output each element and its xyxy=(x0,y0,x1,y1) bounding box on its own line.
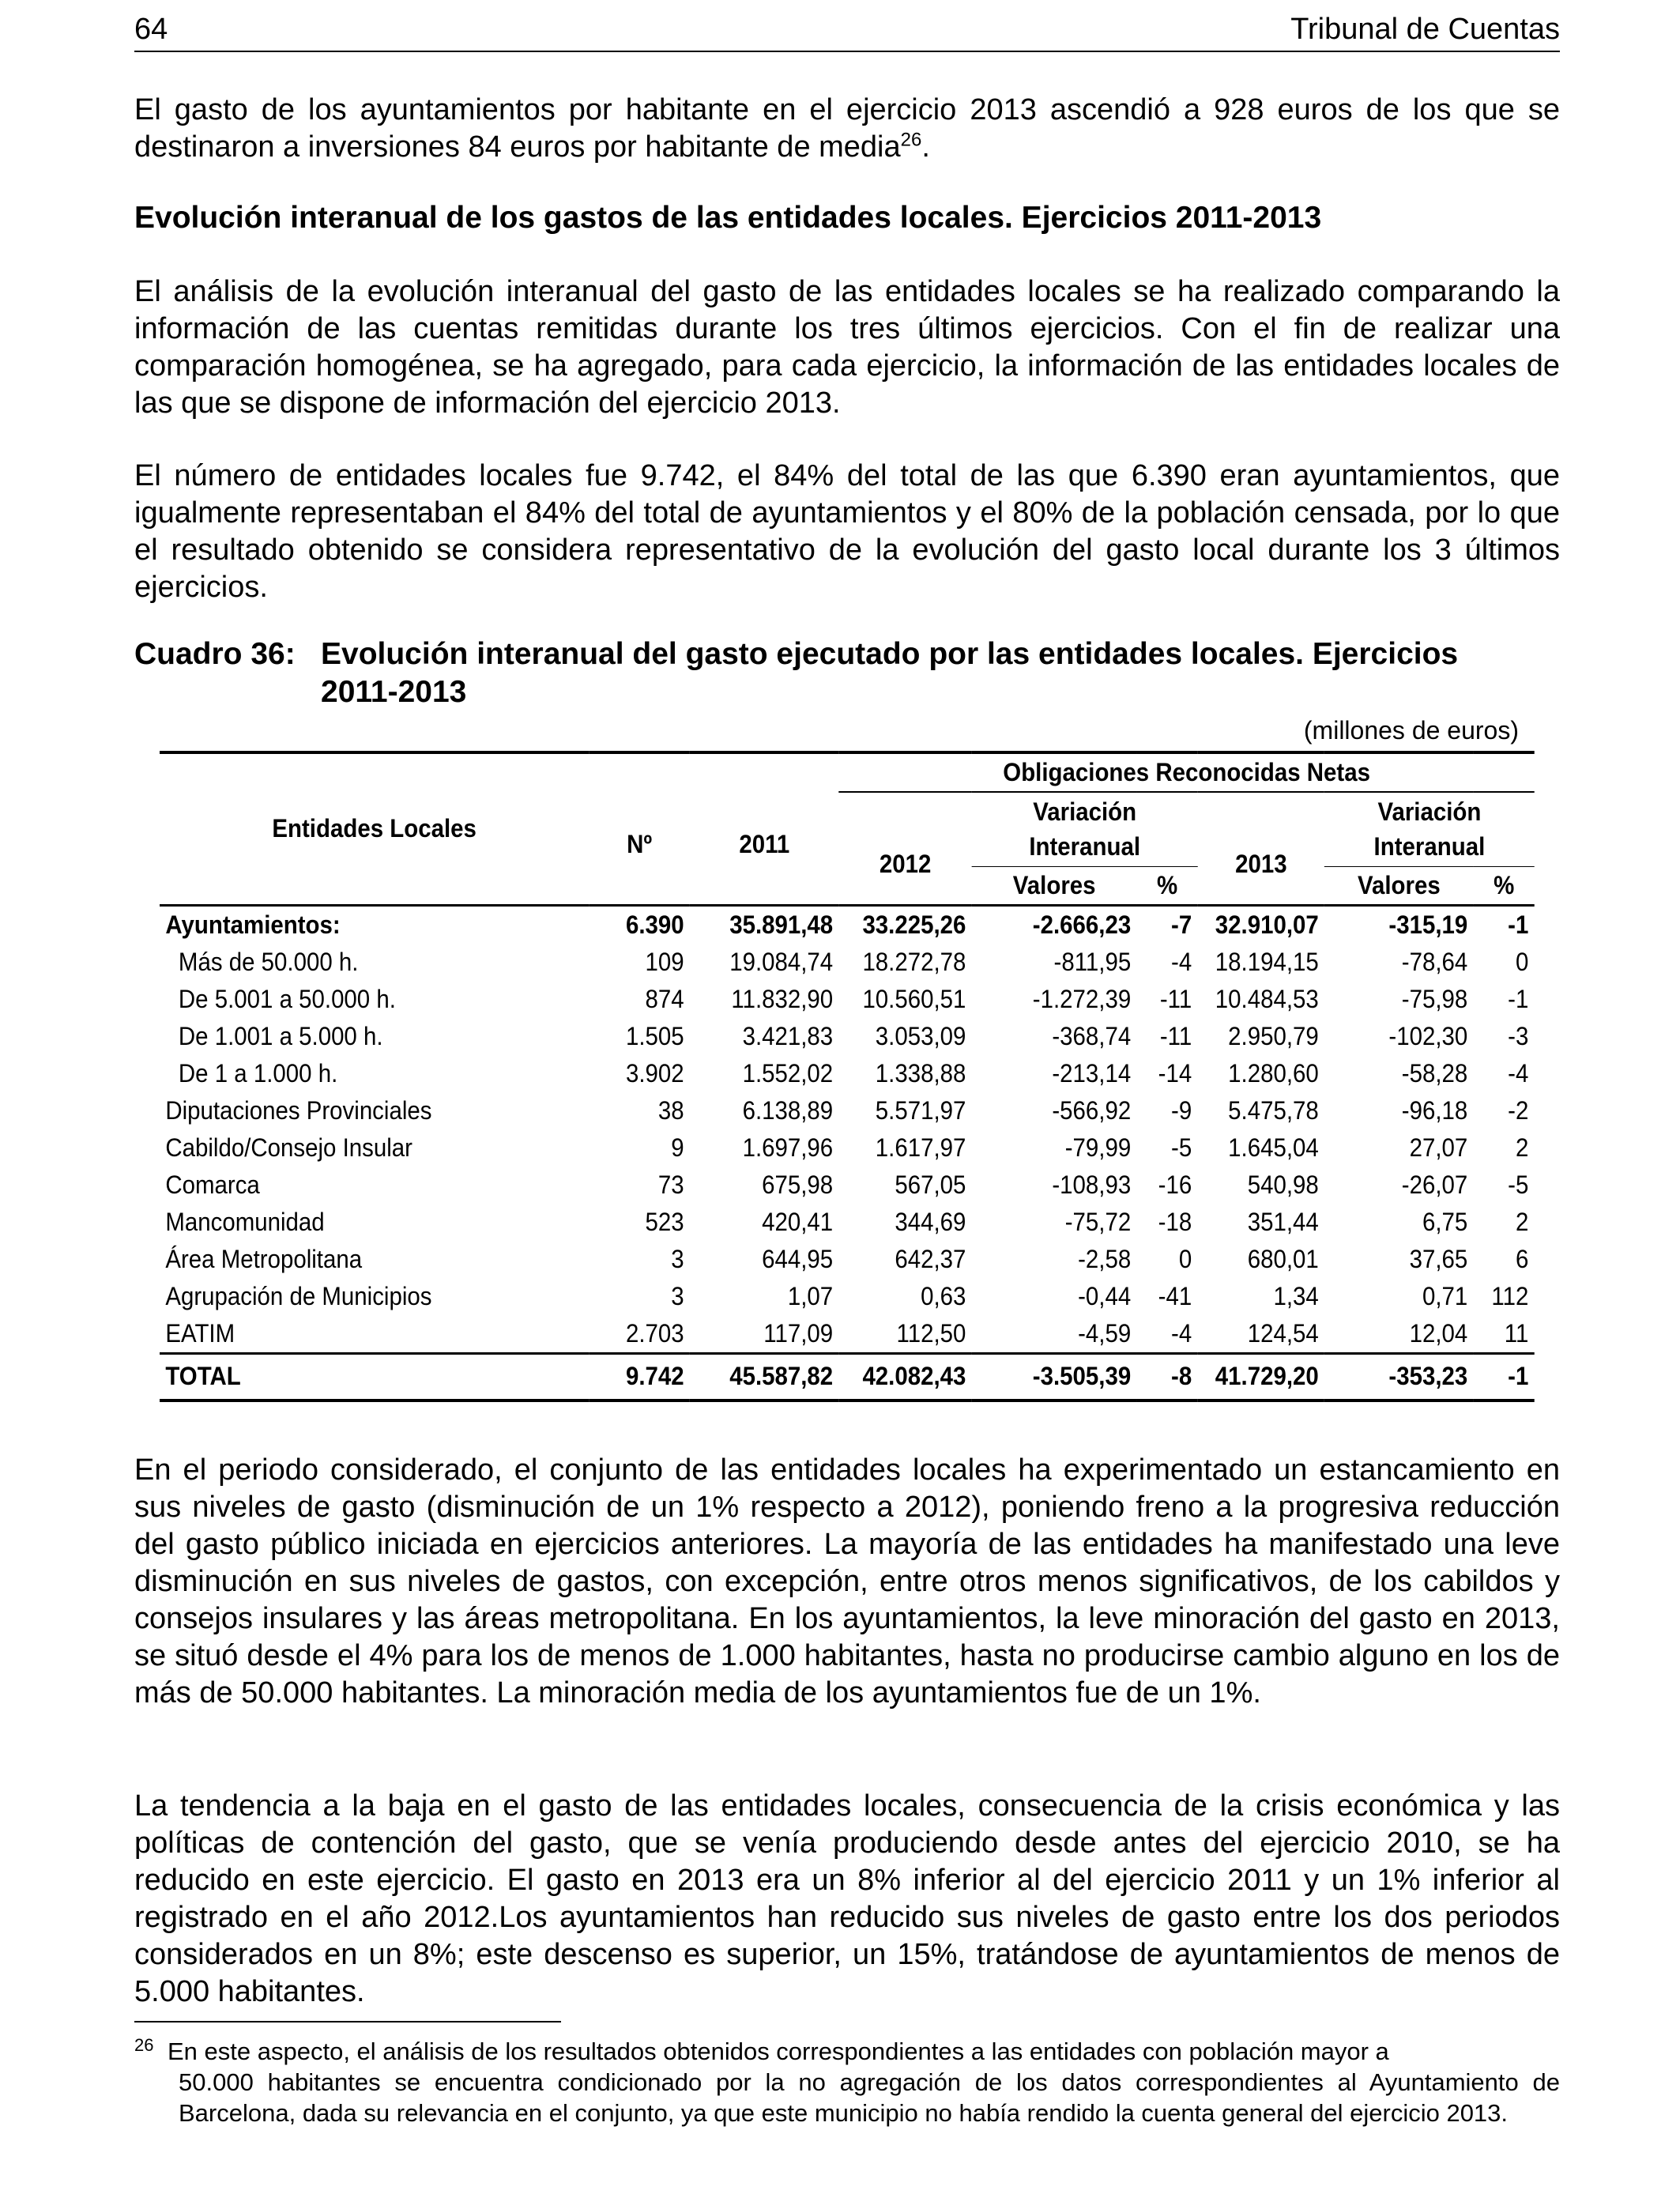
cell-2012: 1.617,97 xyxy=(875,1133,966,1162)
cell-var2-pct: 6 xyxy=(1515,1244,1529,1273)
cell-2013: 1.280,60 xyxy=(1228,1058,1319,1088)
table-row xyxy=(160,1278,1535,1315)
paragraph-1: El análisis de la evolución interanual del gasto de las entidades locales se ha realizado comparando la información de las cuentas remitidas durante los tres últimos ejercicios. Con el fin de realizar una comparación homogénea, se ha agregado, para cada ejercicio, la información de las entidades locales de las que se dispone de información del ejercicio 2013. xyxy=(134,275,1560,420)
cell-var1-value: -0,44 xyxy=(1078,1281,1132,1310)
paragraph-4: La tendencia a la baja en el gasto de las entidades locales, consecuencia de la crisis económica y las políticas de contención del gasto, que se venía produciendo desde antes del ejercicio 2010, se ha reducido en este ejercicio. El gasto en 2013 era un 8% inferior al del ejercicio 2011 y un 1% inferior al registrado en el año 2012.Los ayuntamientos han reducido sus niveles de gasto entre los dos periodos considerados en un 8%; este descenso es superior, un 15%, tratándose de ayuntamientos de menos de 5.000 habitantes. xyxy=(134,1789,1560,2008)
cell-2011: 1.697,96 xyxy=(742,1133,834,1162)
cell-2012: 10.560,51 xyxy=(862,984,966,1013)
cell-var2-pct: -3 xyxy=(1508,1021,1529,1050)
cell-2012: 112,50 xyxy=(896,1318,966,1348)
cell-var2-pct: -5 xyxy=(1508,1170,1529,1199)
cell-2013: 1.645,04 xyxy=(1228,1133,1319,1162)
cell-var1-pct: -41 xyxy=(1158,1281,1192,1310)
cell-name: TOTAL xyxy=(165,1362,241,1390)
table-container xyxy=(160,751,1535,1402)
table-row-total xyxy=(160,1353,1535,1400)
cell-var2-pct: 2 xyxy=(1515,1133,1529,1162)
table-units: (millones de euros) xyxy=(1303,716,1519,745)
cell-var2-pct: -4 xyxy=(1508,1058,1529,1088)
table-row xyxy=(160,1092,1535,1129)
cell-name: Área Metropolitana xyxy=(165,1244,363,1273)
cell-2012: 344,69 xyxy=(895,1207,966,1236)
footnote-divider xyxy=(134,2021,561,2022)
table-caption-label: Cuadro 36: xyxy=(134,637,296,671)
cell-name: Cabildo/Consejo Insular xyxy=(165,1133,412,1162)
sub-values-header: Valores xyxy=(1357,870,1441,899)
intro-paragraph xyxy=(134,92,1560,166)
cell-var1-pct: -4 xyxy=(1171,947,1192,976)
cell-n: 9 xyxy=(671,1133,684,1162)
cell-var2-pct: -1 xyxy=(1508,910,1529,939)
cell-2012: 3.053,09 xyxy=(875,1021,966,1050)
cell-n: 3 xyxy=(671,1281,684,1310)
cell-var2-pct: 2 xyxy=(1515,1207,1529,1236)
cell-n: 1.505 xyxy=(625,1021,684,1050)
table-row xyxy=(160,1018,1535,1055)
cell-var2-pct: 11 xyxy=(1504,1318,1529,1348)
table-row xyxy=(160,1055,1535,1092)
cell-var1-value: -79,99 xyxy=(1064,1133,1132,1162)
cell-var1-value: -368,74 xyxy=(1052,1021,1132,1050)
cell-name: Agrupación de Municipios xyxy=(165,1281,432,1310)
expense-table xyxy=(160,751,1535,1402)
cell-2011: 45.587,82 xyxy=(729,1362,834,1390)
col-2012-header: 2012 xyxy=(879,849,932,878)
cell-n: 73 xyxy=(657,1170,684,1199)
col-entities-header: Entidades Locales xyxy=(272,814,477,843)
footnote-number: 26 xyxy=(134,2035,154,2055)
col-var2-header: Variación Interanual xyxy=(1324,792,1535,866)
table-row xyxy=(160,1204,1535,1241)
cell-n: 9.742 xyxy=(625,1362,684,1390)
cell-2011: 1,07 xyxy=(787,1281,834,1310)
cell-n: 109 xyxy=(645,947,684,976)
cell-2013: 41.729,20 xyxy=(1215,1362,1319,1390)
cell-var1-value: -108,93 xyxy=(1052,1170,1132,1199)
cell-var1-value: -213,14 xyxy=(1052,1058,1132,1088)
cell-n: 6.390 xyxy=(625,910,684,939)
cell-name: Más de 50.000 h. xyxy=(178,947,359,976)
cell-2013: 680,01 xyxy=(1247,1244,1319,1273)
cell-2011: 19.084,74 xyxy=(729,947,834,976)
cell-var2-pct: -1 xyxy=(1508,984,1529,1013)
cell-2011: 11.832,90 xyxy=(731,984,834,1013)
cell-var2-value: -58,28 xyxy=(1401,1058,1468,1088)
table-row xyxy=(160,1129,1535,1167)
cell-var1-pct: -9 xyxy=(1171,1095,1192,1125)
col-2011-header: 2011 xyxy=(739,830,790,859)
cell-name: De 1.001 a 5.000 h. xyxy=(178,1021,383,1050)
cell-name: Comarca xyxy=(165,1170,260,1199)
cell-2011: 3.421,83 xyxy=(742,1021,834,1050)
col-n-header: Nº xyxy=(627,830,653,859)
cell-2013: 5.475,78 xyxy=(1228,1095,1319,1125)
cell-2012: 5.571,97 xyxy=(875,1095,966,1125)
cell-var2-value: -96,18 xyxy=(1401,1095,1468,1125)
cell-var1-value: -4,59 xyxy=(1078,1318,1132,1348)
cell-2013: 10.484,53 xyxy=(1215,984,1319,1013)
cell-2013: 32.910,07 xyxy=(1215,910,1319,939)
cell-2013: 351,44 xyxy=(1247,1207,1319,1236)
cell-var2-pct: -1 xyxy=(1508,1362,1529,1390)
sub-pct-header: % xyxy=(1156,870,1178,899)
cell-var1-pct: -11 xyxy=(1159,984,1192,1013)
cell-var1-pct: -14 xyxy=(1158,1058,1192,1088)
cell-var1-value: -566,92 xyxy=(1052,1095,1132,1125)
sub-values-header: Valores xyxy=(1012,870,1096,899)
cell-2013: 1,34 xyxy=(1273,1281,1319,1310)
cell-var2-pct: 112 xyxy=(1491,1281,1529,1310)
cell-var1-value: -811,95 xyxy=(1053,947,1132,976)
cell-var1-pct: -18 xyxy=(1158,1207,1192,1236)
cell-name: De 1 a 1.000 h. xyxy=(178,1058,338,1088)
page-header xyxy=(134,8,1560,52)
cell-var1-value: -2.666,23 xyxy=(1032,910,1132,939)
page-number: 64 xyxy=(134,13,168,46)
cell-2012: 42.082,43 xyxy=(862,1362,966,1390)
table-row xyxy=(160,905,1535,944)
cell-n: 523 xyxy=(645,1207,684,1236)
cell-2011: 6.138,89 xyxy=(742,1095,834,1125)
sub-pct-header: % xyxy=(1494,870,1515,899)
cell-var1-value: -1.272,39 xyxy=(1032,984,1132,1013)
cell-var2-value: -315,19 xyxy=(1388,910,1468,939)
intro-end: . xyxy=(921,130,930,164)
cell-var2-value: -75,98 xyxy=(1401,984,1468,1013)
cell-var1-pct: -16 xyxy=(1158,1170,1192,1199)
cell-2011: 675,98 xyxy=(762,1170,834,1199)
cell-var1-value: -2,58 xyxy=(1078,1244,1132,1273)
cell-2012: 642,37 xyxy=(895,1244,966,1273)
cell-var2-value: 0,71 xyxy=(1422,1281,1468,1310)
table-row xyxy=(160,1315,1535,1354)
publication-title: Tribunal de Cuentas xyxy=(1290,13,1560,46)
cell-var2-value: 37,65 xyxy=(1409,1244,1468,1273)
cell-var2-value: 27,07 xyxy=(1409,1133,1468,1162)
cell-2012: 0,63 xyxy=(921,1281,966,1310)
section-title: Evolución interanual de los gastos de las entidades locales. Ejercicios 2011-2013 xyxy=(134,201,1322,235)
cell-var2-value: -78,64 xyxy=(1401,947,1468,976)
cell-n: 38 xyxy=(657,1095,684,1125)
cell-n: 3 xyxy=(671,1244,684,1273)
table-row xyxy=(160,944,1535,981)
cell-var1-pct: 0 xyxy=(1178,1244,1192,1273)
cell-var2-value: 6,75 xyxy=(1422,1207,1468,1236)
cell-2012: 33.225,26 xyxy=(862,910,966,939)
cell-2012: 18.272,78 xyxy=(862,947,966,976)
cell-var1-value: -3.505,39 xyxy=(1032,1362,1132,1390)
cell-name: Mancomunidad xyxy=(165,1207,325,1236)
group-header: Obligaciones Reconocidas Netas xyxy=(839,752,1535,792)
col-2013-header: 2013 xyxy=(1235,849,1287,878)
cell-2011: 117,09 xyxy=(763,1318,834,1348)
cell-n: 874 xyxy=(645,984,684,1013)
cell-2011: 35.891,48 xyxy=(729,910,834,939)
cell-2011: 1.552,02 xyxy=(742,1058,834,1088)
cell-2011: 420,41 xyxy=(762,1207,834,1236)
cell-2013: 124,54 xyxy=(1247,1318,1319,1348)
cell-name: Ayuntamientos: xyxy=(165,910,341,939)
cell-2013: 18.194,15 xyxy=(1215,947,1319,976)
paragraph-2: El número de entidades locales fue 9.742, el 84% del total de las que 6.390 eran ayuntamientos, que igualmente representaban el 84% del total de ayuntamientos y el 80% de la población censada, por lo que el resultado obtenido se considera representativo de la evolución del gasto local durante los 3 últimos ejercicios. xyxy=(134,459,1560,604)
cell-var2-value: -353,23 xyxy=(1388,1362,1468,1390)
col-var1-header: Variación Interanual xyxy=(972,792,1198,866)
table-row xyxy=(160,1167,1535,1204)
cell-var1-pct: -7 xyxy=(1171,910,1192,939)
cell-var1-pct: -5 xyxy=(1171,1133,1192,1162)
table-caption-title: Evolución interanual del gasto ejecutado por las entidades locales. Ejercicios 2011-2013 xyxy=(321,637,1459,709)
table-row xyxy=(160,1241,1535,1278)
cell-var2-value: 12,04 xyxy=(1409,1318,1468,1348)
footnote-line-1: En este aspecto, el análisis de los resultados obtenidos correspondientes a las entidades con población mayor a xyxy=(168,2038,1389,2065)
cell-var2-value: -102,30 xyxy=(1388,1021,1468,1050)
cell-var1-pct: -8 xyxy=(1171,1362,1192,1390)
cell-name: Diputaciones Provinciales xyxy=(165,1095,432,1125)
cell-var1-pct: -11 xyxy=(1159,1021,1192,1050)
cell-2012: 567,05 xyxy=(895,1170,966,1199)
cell-2013: 540,98 xyxy=(1247,1170,1319,1199)
cell-2011: 644,95 xyxy=(762,1244,834,1273)
footnote-text: 50.000 habitantes se encuentra condicionado por la no agregación de los datos correspondientes al Ayuntamiento de Barcelona, dada su relevancia en el conjunto, ya que este municipio no había rendido la cuenta general del ejercicio 2013. xyxy=(179,2068,1560,2127)
cell-n: 2.703 xyxy=(625,1318,684,1348)
cell-var2-value: -26,07 xyxy=(1401,1170,1468,1199)
cell-2012: 1.338,88 xyxy=(875,1058,966,1088)
cell-var2-pct: 0 xyxy=(1515,947,1529,976)
cell-2013: 2.950,79 xyxy=(1228,1021,1319,1050)
footnote-reference[interactable]: 26 xyxy=(900,129,922,151)
intro-text: El gasto de los ayuntamientos por habitante en el ejercicio 2013 ascendió a 928 euros de los que se destinaron a inversiones 84 euros por habitante de media xyxy=(134,93,1560,164)
cell-n: 3.902 xyxy=(625,1058,684,1088)
cell-var2-pct: -2 xyxy=(1508,1095,1529,1125)
table-row xyxy=(160,981,1535,1018)
cell-name: De 5.001 a 50.000 h. xyxy=(178,984,396,1013)
cell-name: EATIM xyxy=(165,1318,235,1348)
cell-var1-pct: -4 xyxy=(1171,1318,1192,1348)
paragraph-3: En el periodo considerado, el conjunto de las entidades locales ha experimentado un estancamiento en sus niveles de gasto (disminución de un 1% respecto a 2012), poniendo freno a la progresiva reducción del gasto público iniciada en ejercicios anteriores. La mayoría de las entidades ha manifestado una leve disminución en sus niveles de gastos, con excepción, entre otros menos significativos, de los cabildos y consejos insulares y las áreas metropolitana. En los ayuntamientos, la leve minoración del gasto en 2013, se situó desde el 4% para los de menos de 1.000 habitantes, hasta no producirse cambio alguno en los de más de 50.000 habitantes. La minoración media de los ayuntamientos fue de un 1%. xyxy=(134,1453,1560,1710)
cell-var1-value: -75,72 xyxy=(1064,1207,1132,1236)
